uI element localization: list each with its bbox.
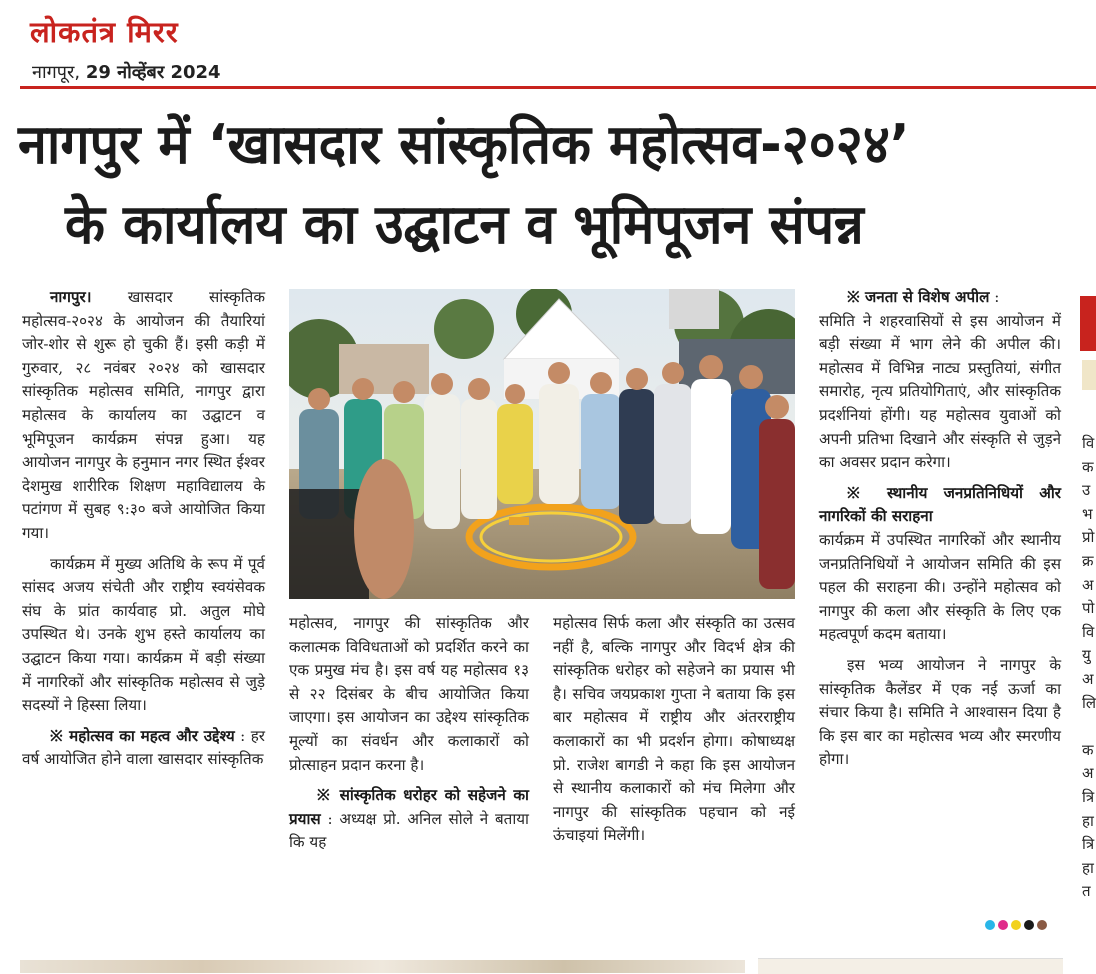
col4-para-3: इस भव्य आयोजन ने नागपुर के सांस्कृतिक कैलेंडर में एक नई ऊर्जा का संचार किया है। समिति ने आश्वासन दिया है कि इस बार का महोत्सव भव्य और स्मरणीय होगा।: [819, 655, 1061, 769]
edge-line: क: [1082, 457, 1094, 476]
registration-dot: [1024, 920, 1034, 930]
subhead-public-appeal: ※ जनता से विशेष अपील: [847, 288, 990, 306]
registration-dot: [1037, 920, 1047, 930]
adjacent-article-text-edge: [1082, 432, 1096, 904]
dateline-date: 29 नोव्हेंबर 2024: [85, 62, 221, 83]
edge-line: त: [1082, 882, 1091, 901]
col2-para-1: महोत्सव, नागपुर की सांस्कृतिक और कलात्मक विविधताओं को प्रदर्शित करने का एक प्रमुख मंच है। इस वर्ष यह महोत्सव १३ से २२ दिसंबर के बीच आयोजित किया जाएगा। इस आयोजन का उद्देश्य सांस्कृतिक मूल्यों का संवर्धन और कलाकारों को प्रोत्साहन प्रदान करना है।: [289, 614, 529, 774]
article-column-3: [553, 612, 795, 848]
dateline: [32, 60, 221, 84]
col1-para-1: खासदार सांस्कृतिक महोत्सव-२०२४ के आयोजन की तैयारियां जोर-शोर से शुरू हो चुकी हैं। इसी कड़ी में गुरुवार, २८ नवंबर २०२४ को खासदार सांस्कृतिक महोत्सव समिति, नागपुर द्वारा महोत्सव के कार्यालय का उद्घाटन व भूमिपूजन कार्यक्रम संपन्न हुआ। यह आयोजन नागपुर के हनुमान नगर स्थित ईश्वर देशमुख शारीरिक शिक्षण महाविद्यालय के पटांगण में सुबह ९:३० बजे आयोजित किया गया।: [22, 288, 265, 542]
edge-line: अ: [1082, 575, 1094, 594]
col1-para-3: : हर वर्ष आयोजित होने वाला खासदार सांस्कृतिक: [22, 726, 265, 769]
article-column-2: [289, 612, 529, 855]
registration-dot: [985, 920, 995, 930]
edge-line: प्रो: [1082, 528, 1095, 547]
adjacent-article-tan-box: [1082, 360, 1096, 390]
masthead-rule: [20, 86, 1096, 89]
edge-line: क्र: [1082, 551, 1094, 570]
col2-para-2: : अध्यक्ष प्रो. अनिल सोले ने बताया कि यह: [289, 809, 529, 852]
edge-line: हा: [1082, 858, 1094, 877]
lead-place: नागपुर।: [50, 288, 92, 306]
edge-line: त्रि: [1082, 787, 1095, 806]
edge-line: वि: [1082, 434, 1095, 452]
col4-para-2: कार्यक्रम में उपस्थित नागरिकों और स्थानीय जनप्रतिनिधियों ने आयोजन समिति की इस पहल की सराहना की। उन्होंने महोत्सव को नागपुर की कला और संस्कृति के लिए एक महत्वपूर्ण कदम बताया।: [819, 530, 1061, 644]
headline-line-2: के कार्यालय का उद्घाटन व भूमिपूजन संपन्न: [65, 193, 864, 257]
edge-line: [1082, 715, 1096, 739]
adjacent-article-red-box: [1080, 296, 1096, 351]
edge-line: वि: [1082, 622, 1095, 641]
edge-line: अ: [1082, 764, 1094, 783]
newspaper-masthead: लोकतंत्र मिरर: [30, 15, 179, 49]
subhead-significance: ※ महोत्सव का महत्व और उद्देश्य: [50, 726, 235, 745]
bottom-ad-strip: [758, 958, 1063, 974]
registration-dot: [1011, 920, 1021, 930]
col1-para-2: कार्यक्रम में मुख्य अतिथि के रूप में पूर्व सांसद अजय संचेती और राष्ट्रीय स्वयंसेवक संघ के प्रांत कार्यवाह प्रो. अतुल मोघे उपस्थित थे। उनके शुभ हस्ते कार्यालय का उद्घाटन किया गया। कार्यक्रम में बड़ी संख्या में नागरिकों और सांस्कृतिक महोत्सव से जुड़े सदस्यों ने हिस्सा लिया।: [22, 554, 265, 715]
col4-para-1: समिति ने शहरवासियों से इस आयोजन में बड़ी संख्या में भाग लेने की अपील की। महोत्सव में विभिन्न नाट्य प्रस्तुतियां, संगीत समारोह, नृत्य प्रतियोगिताएं, और सांस्कृतिक प्रदर्शनियां होंगी। यह महोत्सव युवाओं को अपनी प्रतिभा दिखाने और संस्कृति से जुड़ने का अवसर प्रदान करेगा।: [819, 311, 1061, 472]
edge-line: पो: [1082, 599, 1095, 618]
subhead-appreciation: ※ स्थानीय जनप्रतिनिधियों और नागरिकों की सराहना: [819, 483, 1061, 526]
headline-line-1: नागपुर में ‘खासदार सांस्कृतिक महोत्सव-२०२४’: [18, 113, 910, 177]
edge-line: अ: [1082, 669, 1094, 688]
edge-line: यु: [1082, 646, 1091, 665]
col3-para-1: महोत्सव सिर्फ कला और संस्कृति का उत्सव नहीं है, बल्कि नागपुर और विदर्भ क्षेत्र की सांस्कृतिक धरोहर को सहेजने का प्रयास भी है। सचिव जयप्रकाश गुप्ता ने बताया कि इस बार महोत्सव में राष्ट्रीय और अंतरराष्ट्रीय कलाकारों का भी प्रदर्शन होगा। कोषाध्यक्ष प्रो. राजेश बागडी ने कहा कि इस आयोजन से स्थानीय कलाकारों को मंच मिलेगा और नागपुर की सांस्कृतिक पहचान को नई ऊंचाइयां मिलेंगी।: [553, 614, 795, 845]
edge-line: लि: [1082, 693, 1096, 712]
edge-line: त्रि: [1082, 835, 1095, 854]
edge-line: हा: [1082, 811, 1094, 830]
subhead-heritage: ※ सांस्कृतिक धरोहर को सहेजने का प्रयास: [289, 786, 529, 828]
dateline-place: नागपूर,: [32, 62, 81, 83]
article-column-4: ※ जनता से विशेष अपील : समिति ने शहरवासियों से इस आयोजन में बड़ी संख्या में भाग लेने की अपील की। महोत्सव में विभिन्न नाट्य प्रस्तुतियां, संगीत समारोह, नृत्य प्रतियोगिताएं, और सांस्कृतिक प्रदर्शनियां होंगी। यह महोत्सव युवाओं को अपनी प्रतिभा दिखाने और संस्कृति से जुड़ने का अवसर प्रदान करेगा। ※ स्थानीय जनप्रतिनिधियों और नागरिकों की सराहना कार्यक्रम में उपस्थित नागरिकों और स्थानीय जनप्रतिनिधियों ने आयोजन समिति की इस पहल की सराहना की। उन्होंने महोत्सव को नागपुर की कला और संस्कृति के लिए एक महत्वपूर्ण कदम बताया। इस भव्य आयोजन ने नागपुर के सांस्कृतिक कैलेंडर में एक नई ऊर्जा का संचार किया है। समिति ने आश्वासन दिया है कि इस बार का महोत्सव भव्य और स्मरणीय होगा।: [819, 286, 1061, 772]
registration-dot: [998, 920, 1008, 930]
edge-line: उ: [1082, 481, 1091, 500]
bottom-photo-strip: [20, 960, 745, 973]
edge-line: क: [1082, 740, 1094, 759]
registration-dots: [985, 920, 1047, 930]
edge-line: भ: [1082, 504, 1093, 523]
event-photo: [289, 289, 795, 599]
article-column-1: [22, 286, 265, 926]
